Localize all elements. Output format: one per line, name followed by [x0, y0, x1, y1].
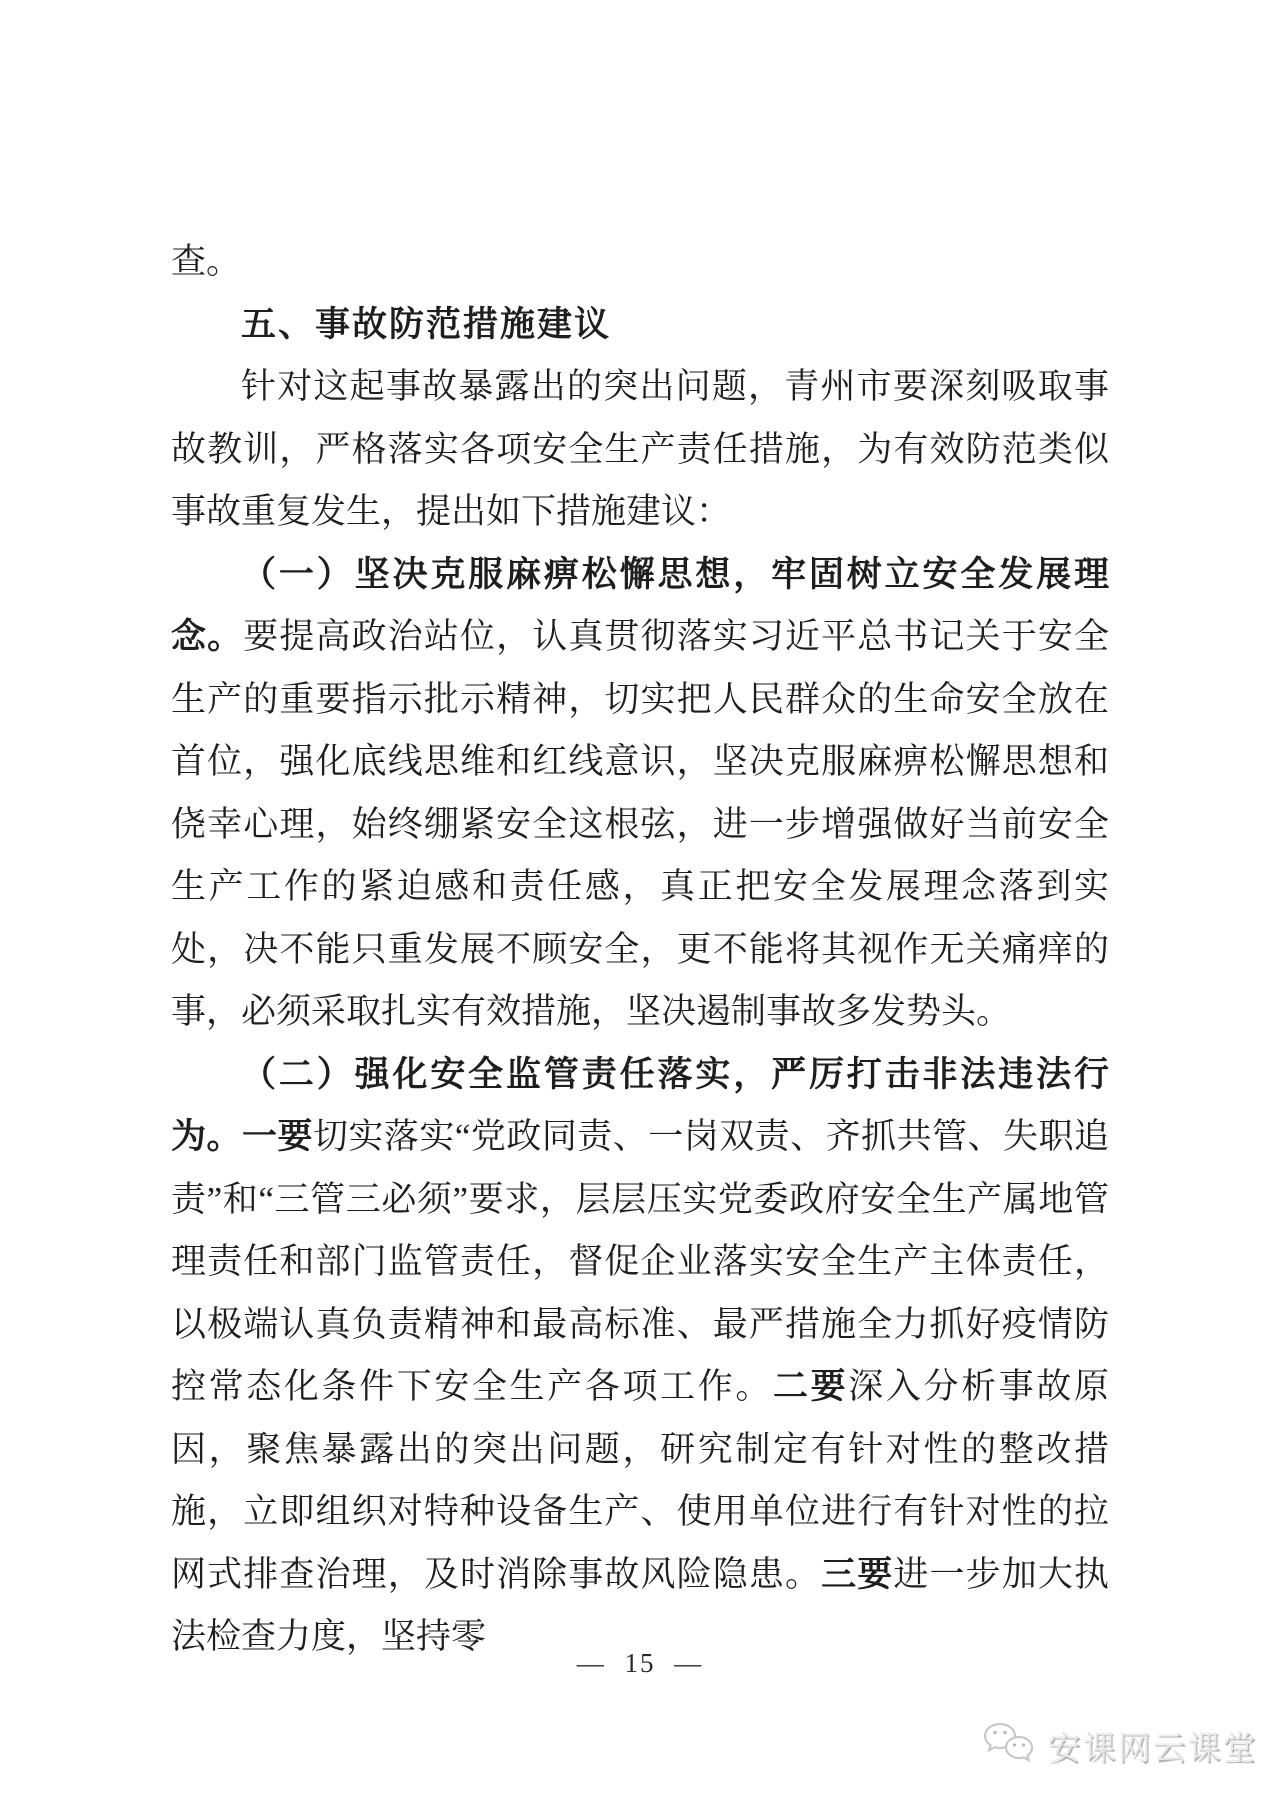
text-segment: 针对这起事故暴露出的突出问题，青州市要深刻吸取事故教训，严格落实各项安全生产责任措施，为有效防范类似事故重复发生，提出如下措施建议：: [171, 367, 1109, 531]
paragraph: [171, 356, 1109, 544]
bold-text-segment: 一要: [241, 1117, 313, 1156]
paragraph-continuation: 查。: [171, 242, 242, 281]
paragraph: [171, 1044, 1109, 1669]
bold-text-segment: （一）坚决克服麻痹松懈思想，牢固树立安全发展理念。: [171, 554, 1109, 656]
page-number: — 15 —: [576, 1648, 704, 1678]
text-segment: 进一步加大执法检查力度，坚持零: [171, 1554, 1109, 1656]
text-segment: 深入分析事故原因，聚焦暴露出的突出问题，研究制定有针对性的整改措施，立即组织对特种设备生产、使用单位进行有针对性的拉网式排查治理，及时消除事故风险隐患。: [171, 1367, 1109, 1594]
paragraph: [171, 544, 1109, 1044]
bold-text-segment: （二）强化安全监管责任落实，严厉打击非法违法行为。: [171, 1054, 1109, 1156]
section-heading: 五、事故防范措施建议: [241, 304, 612, 344]
wechat-icon: [982, 1720, 1038, 1770]
text-segment: 要提高政治站位，认真贯彻落实习近平总书记关于安全生产的重要指示批示精神，切实把人民群众的生命安全放在首位，强化底线思维和红线意识，坚决克服麻痹松懈思想和侥幸心理，始终绷紧安全这根弦，进一步增强做好当前安全生产工作的紧迫感和责任感，真正把安全发展理念落到实处，决不能只重发展不顾安全，更不能将其视作无关痛痒的事，必须采取扎实有效措施，坚决遏制事故多发势头。: [171, 617, 1109, 1031]
paragraphs-container: [171, 356, 1109, 1669]
text-segment: 切实落实“党政同责、一岗双责、齐抓共管、失职追责”和“三管三必须”要求，层层压实党委政府安全生产属地管理责任和部门监管责任，督促企业落实安全生产主体责任，以极端认真负责精神和最高标准、最严措施全力抓好疫情防控常态化条件下安全生产各项工作。: [171, 1117, 1109, 1406]
document-body: [171, 231, 1109, 1669]
bold-text-segment: 三要: [821, 1554, 894, 1594]
watermark: [982, 1720, 1258, 1770]
bold-text-segment: 二要: [772, 1367, 849, 1406]
watermark-text: 安课网云课堂: [1048, 1728, 1258, 1766]
